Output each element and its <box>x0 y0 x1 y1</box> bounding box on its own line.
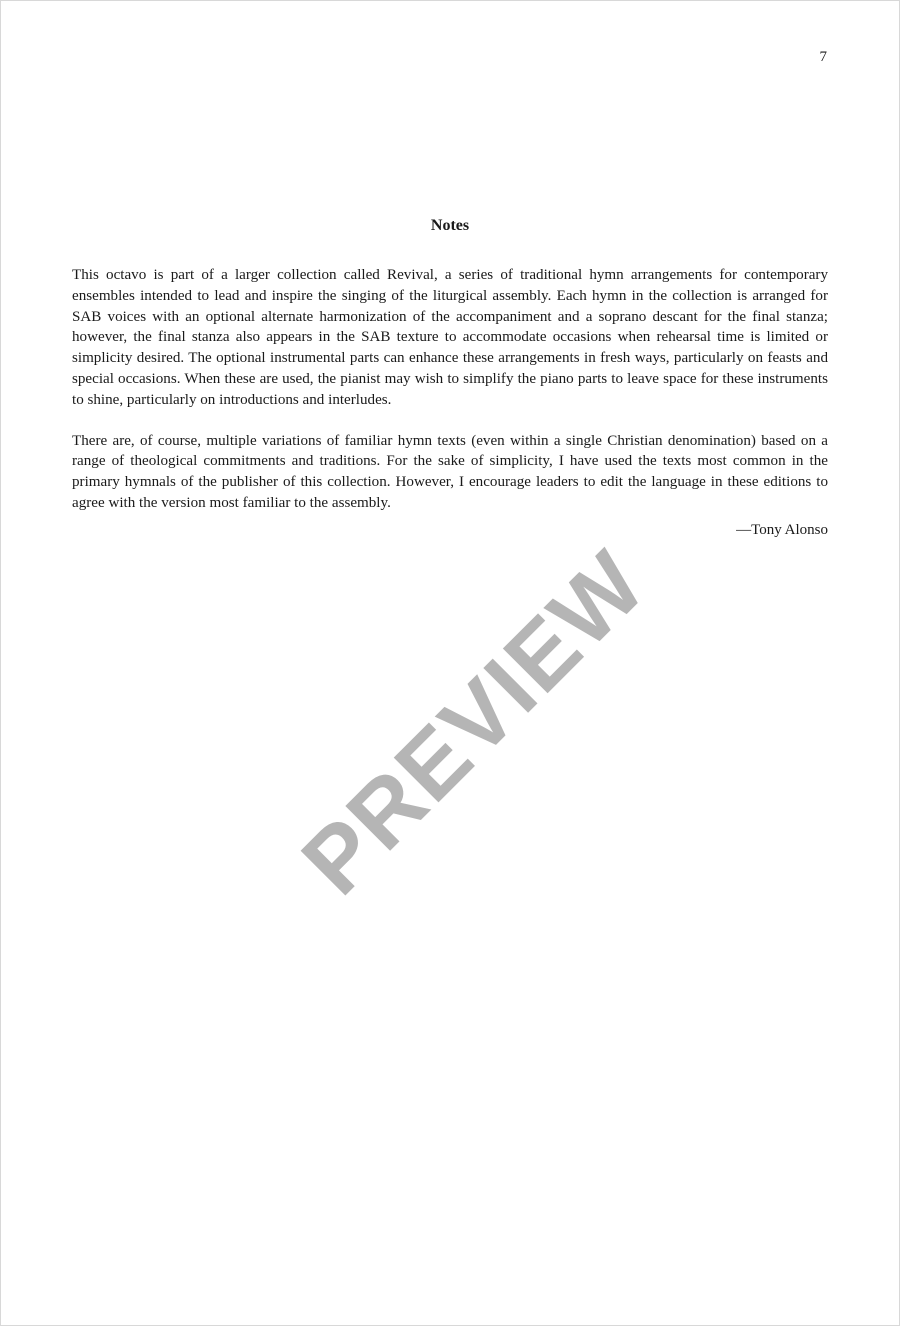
page-number: 7 <box>819 49 827 65</box>
notes-title: Notes <box>430 217 470 234</box>
preview-watermark: PREVIEW <box>282 531 666 915</box>
notes-paragraph-1: This octavo is part of a larger collection called Revival, a series of traditional hymn arrangements for contemporary ensembles intended to lead and inspire the singing of the liturgical assembly. Each hymn in the collection is arranged for SAB voices with an optional alternate harmonization of the accompaniment and a soprano descant for the final stanza; however, the final stanza also appears in the SAB texture to accommodate occasions when rehearsal time is limited or simplicity desired. The optional instrumental parts can enhance these arrangements in fresh ways, particularly on feasts and special occasions. When these are used, the pianist may wish to simplify the piano parts to leave space for these instruments to shine, particularly on introductions and interludes. <box>72 267 828 408</box>
author-signature: —Tony Alonso <box>736 521 828 538</box>
notes-body <box>72 265 828 540</box>
notes-paragraph-2: There are, of course, multiple variations of familiar hymn texts (even within a single Christian denomination) based on a range of theological commitments and traditions. For the sake of simplicity, I have used the texts most common in the primary hymnals of the publisher of this collection. However, I encourage leaders to edit the language in these editions to agree with the version most familiar to the assembly. <box>72 432 828 511</box>
